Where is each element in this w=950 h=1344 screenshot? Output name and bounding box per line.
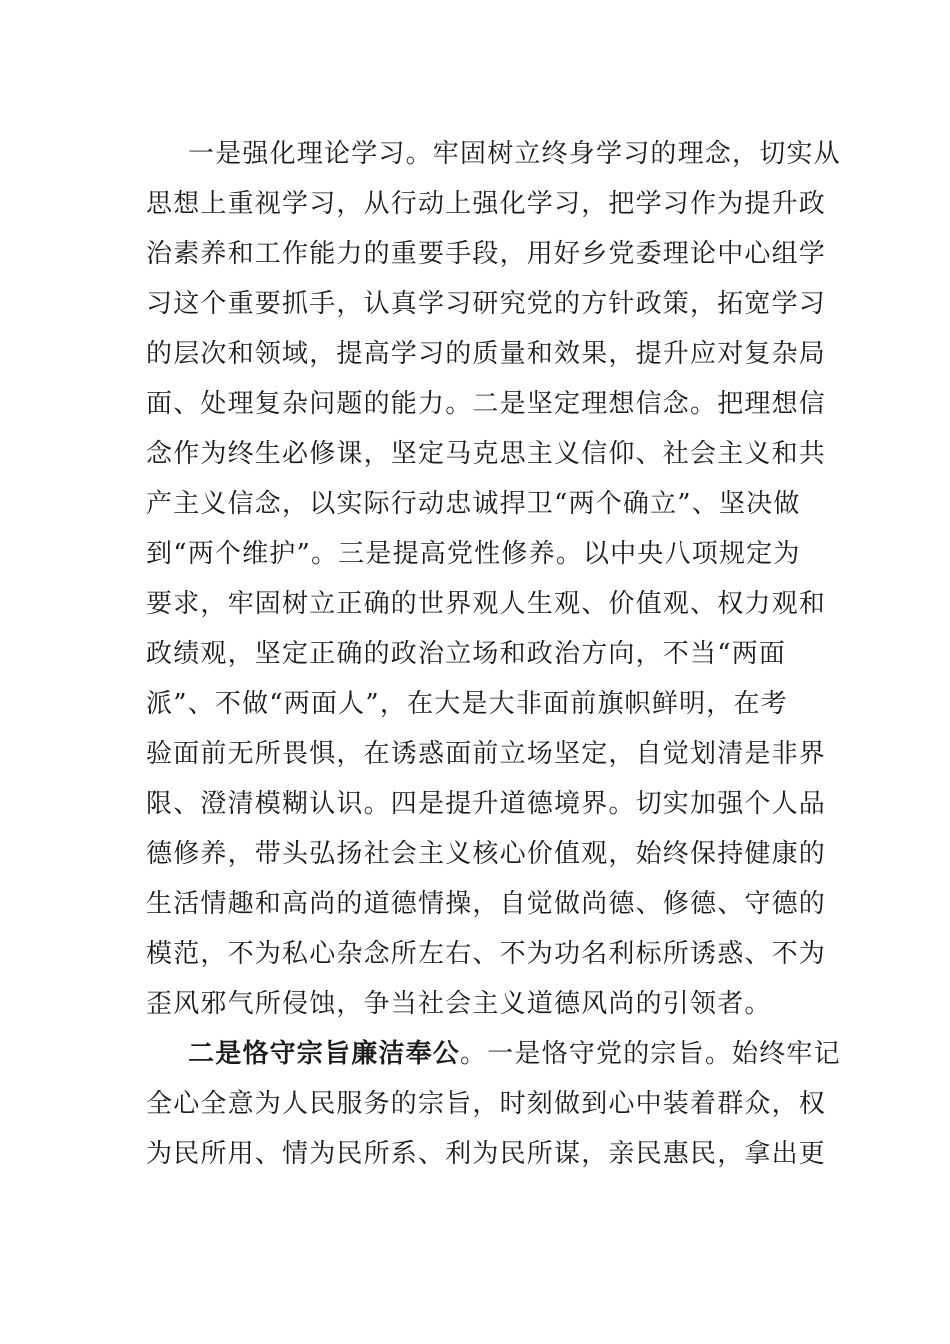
paragraph-1-line-5: 的层次和领域，提高学习的质量和效果，提升应对复杂局 (146, 339, 827, 369)
paragraph-1-line-8: 产主义信念，以实际行动忠诚捍卫“两个确立”、坚决做 (146, 489, 801, 519)
paragraph-1-line-3: 治素养和工作能力的重要手段，用好乡党委理论中心组学 (146, 239, 827, 269)
paragraph-1-line-16: 生活情趣和高尚的道德情操，自觉做尚德、修德、守德的 (146, 889, 827, 919)
paragraph-1-line-4: 习这个重要抓手，认真学习研究党的方针政策，拓宽学习 (146, 289, 827, 319)
paragraph-2-line-1 (188, 1039, 841, 1069)
paragraph-1-line-11: 政绩观，坚定正确的政治立场和政治方向，不当“两面 (146, 639, 787, 669)
paragraph-1-line-18: 歪风邪气所侵蚀，争当社会主义道德风尚的引领者。 (146, 989, 772, 1019)
paragraph-2-line-3: 为民所用、情为民所系、利为民所谋，亲民惠民，拿出更 (146, 1139, 827, 1169)
paragraph-1-line-15: 德修养，带头弘扬社会主义核心价值观，始终保持健康的 (146, 839, 827, 869)
paragraph-1-line-6: 面、处理复杂问题的能力。二是坚定理想信念。把理想信 (146, 389, 827, 419)
paragraph-1-line-14: 限、澄清模糊认识。四是提升道德境界。切实加强个人品 (146, 789, 827, 819)
paragraph-2-line-1-text: 。一是恪守党的宗旨。始终牢记 (460, 1039, 841, 1069)
paragraph-1-line-17: 模范，不为私心杂念所左右、不为功名利标所诱惑、不为 (146, 939, 827, 969)
paragraph-1-line-1: 一是强化理论学习。牢固树立终身学习的理念，切实从 (188, 139, 841, 169)
paragraph-1-line-12: 派”、不做“两面人”，在大是大非面前旗帜鲜明，在考 (146, 689, 788, 719)
paragraph-1-line-13: 验面前无所畏惧，在诱惑面前立场坚定，自觉划清是非界 (146, 739, 827, 769)
paragraph-1-line-7: 念作为终生必修课，坚定马克思主义信仰、社会主义和共 (146, 439, 827, 469)
paragraph-2-line-2: 全心全意为人民服务的宗旨，时刻做到心中装着群众，权 (146, 1089, 827, 1119)
paragraph-2-heading: 二是恪守宗旨廉洁奉公 (188, 1039, 461, 1069)
paragraph-1-line-9: 到“两个维护”。三是提高党性修养。以中央八项规定为 (146, 539, 801, 569)
paragraph-1-line-10: 要求，牢固树立正确的世界观人生观、价值观、权力观和 (146, 589, 827, 619)
paragraph-1-line-2: 思想上重视学习，从行动上强化学习，把学习作为提升政 (146, 189, 827, 219)
